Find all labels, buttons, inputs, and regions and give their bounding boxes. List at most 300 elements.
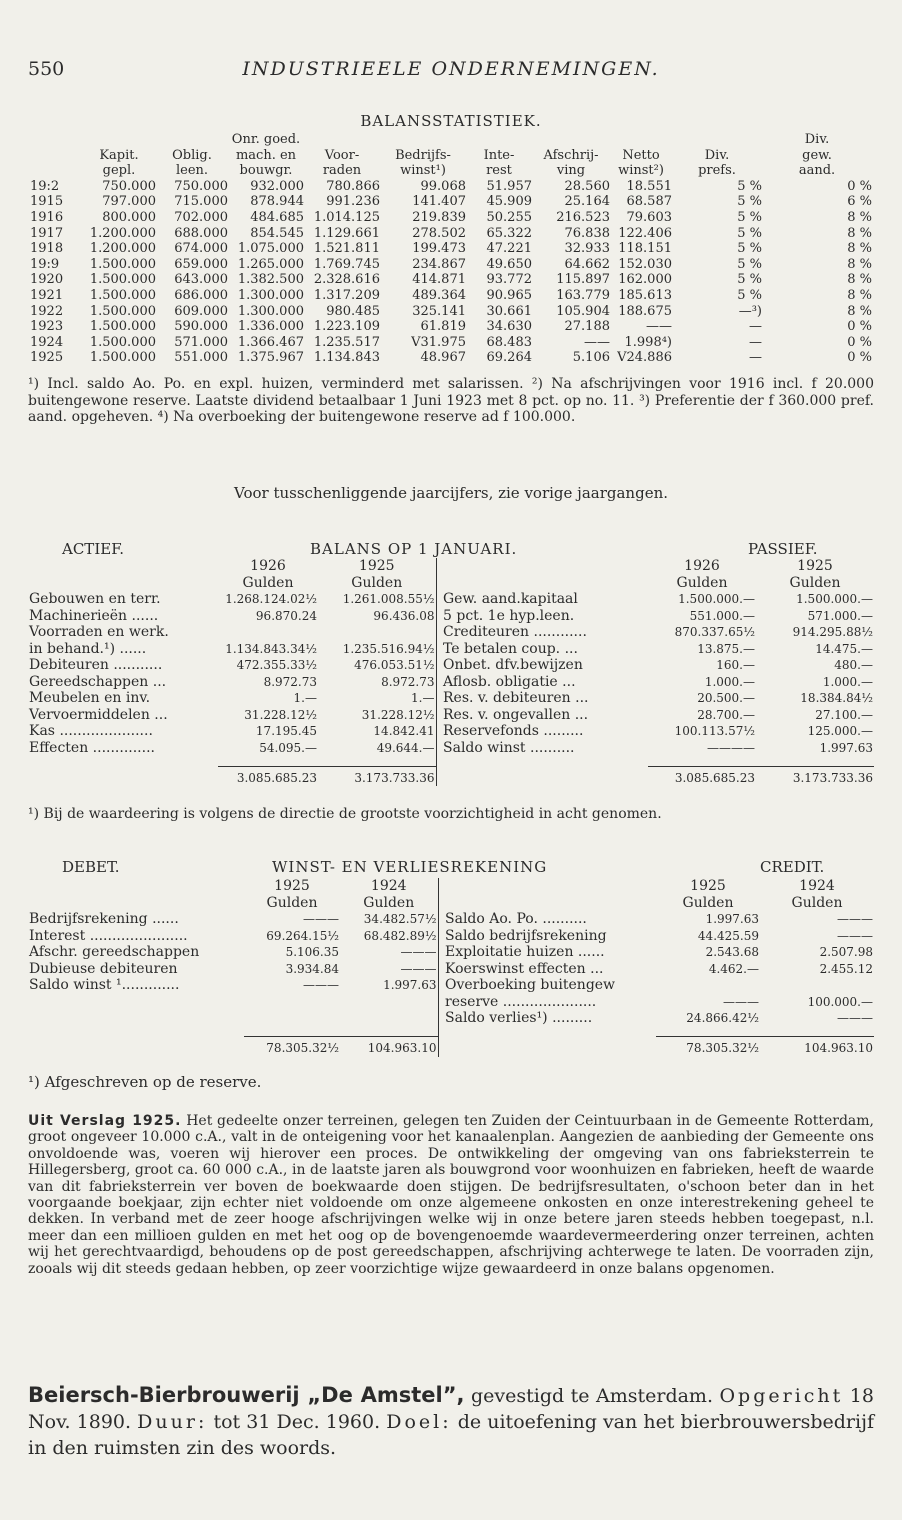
stats-value-cell: 8 % bbox=[847, 241, 872, 257]
balance-left-value: 472.355.33½ bbox=[236, 658, 317, 672]
stats-header-cell: raden bbox=[322, 163, 362, 179]
stats-year-cell: 19:2 bbox=[30, 178, 60, 194]
stats-value-cell: 25.164 bbox=[564, 194, 610, 210]
balance-unit: Gulden bbox=[789, 574, 841, 591]
page-header bbox=[28, 58, 874, 82]
stats-value-cell: V24.886 bbox=[617, 350, 672, 366]
balance-row bbox=[28, 608, 874, 625]
stats-header-cell: prefs. bbox=[698, 163, 736, 179]
balance-right-label: Crediteuren ............ bbox=[443, 624, 587, 640]
stats-title: BALANSSTATISTIEK. bbox=[360, 112, 542, 130]
balance-row bbox=[28, 707, 874, 724]
balance-left-value: 1.— bbox=[411, 691, 435, 705]
stats-row bbox=[30, 210, 872, 226]
stats-row bbox=[30, 350, 872, 366]
stats-value-cell: — bbox=[749, 319, 762, 335]
stats-header-cell: bouwgr. bbox=[239, 163, 293, 179]
balance-footnote: ¹) Bij de waardeering is volgens de directie de grootste voorzichtigheid in acht genomen. bbox=[28, 806, 662, 822]
balance-spacer bbox=[648, 756, 756, 766]
pl-left-value: ——— bbox=[303, 978, 339, 992]
pl-year: 1925 bbox=[274, 878, 310, 894]
pl-right-value: ——— bbox=[837, 928, 873, 943]
pl-spacer bbox=[28, 878, 244, 895]
stats-value-cell: 90.965 bbox=[486, 287, 532, 303]
stats-row bbox=[30, 288, 872, 304]
balance-right-value: 1.500.000.— bbox=[678, 592, 755, 606]
stats-value-cell: 51.957 bbox=[486, 178, 532, 194]
stats-value-cell: 8 % bbox=[847, 256, 872, 272]
pl-spacer bbox=[28, 895, 244, 912]
balance-left-value: 17.195.45 bbox=[255, 724, 317, 738]
pl-row bbox=[28, 977, 874, 994]
stats-value-cell: 5 % bbox=[737, 241, 762, 257]
balance-row bbox=[28, 740, 874, 757]
stats-value-cell: 484.685 bbox=[250, 209, 304, 225]
stats-row bbox=[30, 304, 872, 320]
balance-spacer bbox=[28, 575, 218, 592]
stats-value-cell: 1.336.000 bbox=[237, 319, 304, 335]
stats-header-cell bbox=[672, 132, 762, 148]
stats-value-cell: 79.603 bbox=[626, 209, 672, 225]
stats-value-cell: 5 % bbox=[737, 287, 762, 303]
balance-right-value: 20.500.— bbox=[697, 691, 755, 705]
pl-totals-row bbox=[28, 1037, 874, 1057]
stats-value-cell: 163.779 bbox=[556, 287, 610, 303]
stats-header-cell: leen. bbox=[175, 163, 209, 179]
balance-left-value: 14.842.41 bbox=[373, 724, 435, 738]
annual-report-paragraph bbox=[28, 1113, 874, 1277]
pl-row bbox=[28, 1010, 874, 1027]
balance-left-value: 1.268.124.02½ bbox=[225, 592, 317, 606]
stats-value-cell: 1.769.745 bbox=[313, 256, 380, 272]
stats-value-cell: 5 % bbox=[737, 194, 762, 210]
pl-left-value: 68.482.89½ bbox=[363, 928, 437, 943]
balance-year: 1925 bbox=[358, 558, 395, 574]
stats-value-cell: 780.866 bbox=[326, 178, 380, 194]
pl-row bbox=[28, 994, 874, 1011]
company-entry bbox=[28, 1382, 874, 1461]
duur-label: Duur: bbox=[137, 1411, 208, 1433]
stats-value-cell: 65.322 bbox=[486, 225, 532, 241]
stats-year-cell: 1924 bbox=[30, 334, 64, 350]
balance-unit: Gulden bbox=[242, 574, 294, 591]
balance-left-value bbox=[318, 624, 436, 641]
stats-header-cell bbox=[532, 132, 610, 148]
pl-year: 1924 bbox=[370, 878, 407, 894]
pl-right-label: Saldo Ao. Po. .......... bbox=[445, 911, 587, 927]
stats-value-cell: 8 % bbox=[847, 287, 872, 303]
stats-value-cell: 2.328.616 bbox=[313, 272, 380, 288]
stats-value-cell: 1.200.000 bbox=[89, 225, 156, 241]
stats-value-cell: 1.200.000 bbox=[89, 241, 156, 257]
stats-value-cell: 1.382.500 bbox=[237, 272, 304, 288]
stats-value-cell: 1.265.000 bbox=[237, 256, 304, 272]
pl-unit: Gulden bbox=[363, 894, 415, 911]
balance-left-value: 1.— bbox=[293, 691, 317, 705]
pl-right-label: Saldo verlies¹) ......... bbox=[445, 1010, 593, 1026]
stats-value-cell: 1.235.517 bbox=[313, 334, 380, 350]
stats-header-cell: Netto bbox=[622, 147, 660, 163]
balance-left-value: 8.972.73 bbox=[263, 674, 317, 689]
pl-right-value: 4.462.— bbox=[708, 961, 759, 976]
pl-left-value: 5.106.35 bbox=[285, 945, 339, 959]
stats-header-cell bbox=[380, 132, 466, 148]
balance-left-label: Gebouwen en terr. bbox=[29, 591, 161, 607]
stats-value-cell: — bbox=[749, 350, 762, 366]
pl-spacer bbox=[444, 878, 656, 895]
balance-spacer bbox=[28, 766, 218, 786]
stats-value-cell: 5.106 bbox=[572, 350, 610, 366]
stats-year-cell: 1920 bbox=[30, 272, 64, 288]
balance-spacer bbox=[28, 558, 218, 575]
stats-value-cell: 551.000 bbox=[174, 350, 228, 366]
stats-value-cell: 5 % bbox=[737, 225, 762, 241]
balance-row bbox=[28, 657, 874, 674]
balance-left-value: 31.228.12½ bbox=[244, 707, 317, 722]
actief-label: ACTIEF. bbox=[62, 540, 125, 558]
pl-left-value bbox=[340, 1010, 438, 1027]
balance-right-value: ———— bbox=[707, 740, 755, 755]
stats-value-cell: 1.300.000 bbox=[237, 303, 304, 319]
stats-value-cell: 162.000 bbox=[618, 272, 672, 288]
stats-value-cell: 199.473 bbox=[412, 241, 466, 257]
balance-left-value: 31.228.12½ bbox=[361, 707, 435, 722]
stats-value-cell: 1.129.661 bbox=[313, 225, 380, 241]
balance-right-value: 1.000.— bbox=[822, 674, 873, 689]
balance-right-label: Res. v. debiteuren ... bbox=[443, 690, 589, 706]
balance-right-label: Gew. aand.kapitaal bbox=[443, 591, 578, 607]
pl-left-label: Interest ...................... bbox=[29, 927, 188, 944]
stats-value-cell: V31.975 bbox=[411, 334, 466, 350]
stats-value-cell: 643.000 bbox=[174, 272, 228, 288]
stats-value-cell: 571.000 bbox=[174, 334, 228, 350]
stats-value-cell: 93.772 bbox=[486, 272, 532, 288]
opgericht-label: Opgericht bbox=[719, 1385, 844, 1407]
balance-totals-row bbox=[28, 766, 874, 786]
report-text: Het gedeelte onzer terreinen, gelegen ten Zuiden der Ceintuurbaan in de Gemeente Rotterdam, groot ongeveer 10.000 c.A., valt in de onteigening voor het kanaalenplan. Aangezien de aanbieding der Gemeente ons onvoldoende was, voeren wij hierover een proces. De ontwikkeling der omgeving van ons fabrieksterrein te Hillegersberg, groot ca. 60 000 c.A., in de laatste jaren als bouwgrond voor woonhuizen en fabrieken, heeft de waarde van dit fabrieksterrein ver boven de boekwaarde doen stijgen. De bedrijfsresultaten, o'schoon beter dan in het voorgaande boekjaar, zijn echter niet voldoende om onze algemeene onkosten en onze interestrekening geheel te dekken. In verband met de zeer hooge afschrijvingen welke wij in onze betere jaren steeds hebben toegepast, n.l. meer dan een millioen gulden en met het oog op de bovengenoemde waardevermeerdering onzer terreinen, achten wij het gerechtvaardigd, behoudens op de post gereedschappen, afschrijving achterwege te laten. De voorraden zijn, zooals wij dit steeds gedaan hebben, op zeer voorzichtige wijze gewaardeerd in onze balans opgenomen. bbox=[28, 1113, 874, 1277]
pl-spacer bbox=[340, 1027, 438, 1037]
stats-year-cell: 1916 bbox=[30, 209, 64, 225]
stats-row bbox=[30, 241, 872, 257]
stats-value-cell: 8 % bbox=[847, 272, 872, 288]
balance-left-label: Effecten .............. bbox=[29, 739, 155, 756]
stats-value-cell: 6 % bbox=[847, 194, 872, 210]
stats-header-cell bbox=[82, 132, 156, 148]
stats-value-cell: 750.000 bbox=[174, 178, 228, 194]
stats-header-cell bbox=[304, 132, 380, 148]
stats-value-cell: 688.000 bbox=[174, 225, 228, 241]
pl-right-value: 2.507.98 bbox=[819, 945, 873, 959]
balance-left-label: in behand.¹) ...... bbox=[29, 640, 147, 657]
pl-left-value: ——— bbox=[303, 912, 339, 926]
balance-right-label: 5 pct. 1e hyp.leen. bbox=[443, 607, 575, 624]
pl-right-value: ——— bbox=[837, 912, 873, 926]
pl-left-label: Afschr. gereedschappen bbox=[29, 944, 200, 960]
pl-right-label: Overboeking buitengew bbox=[445, 977, 616, 993]
balance-right-value: 125.000.— bbox=[807, 724, 873, 738]
stats-value-cell: 234.867 bbox=[412, 256, 466, 272]
stats-value-cell: 1.300.000 bbox=[237, 287, 304, 303]
stats-value-cell: 659.000 bbox=[174, 256, 228, 272]
stats-value-cell: 32.933 bbox=[564, 241, 610, 257]
pl-left-label: Bedrijfsrekening ...... bbox=[29, 911, 179, 927]
pl-left-value: 34.482.57½ bbox=[363, 912, 437, 926]
stats-row bbox=[30, 319, 872, 335]
stats-value-cell: 1.500.000 bbox=[89, 319, 156, 335]
stats-value-cell: 118.151 bbox=[618, 241, 672, 257]
balance-spacer bbox=[756, 756, 874, 766]
stats-value-cell: 69.264 bbox=[486, 350, 532, 366]
balance-spacer bbox=[442, 766, 648, 786]
stats-value-cell: 0 % bbox=[847, 350, 872, 366]
stats-value-cell: 1.500.000 bbox=[89, 287, 156, 303]
stats-value-cell: 878.944 bbox=[250, 194, 304, 210]
stats-value-cell: 1.521.811 bbox=[313, 241, 380, 257]
stats-header-cell: mach. en bbox=[235, 147, 297, 163]
balance-year: 1926 bbox=[684, 558, 720, 574]
stats-value-cell: 8 % bbox=[847, 303, 872, 319]
balance-row bbox=[28, 674, 874, 691]
stats-value-cell: 8 % bbox=[847, 225, 872, 241]
balance-unit: Gulden bbox=[351, 574, 403, 591]
balance-right-value: 571.000.— bbox=[807, 608, 873, 623]
report-lead: Uit Verslag 1925. bbox=[28, 1113, 182, 1129]
pl-left-value: 1.997.63 bbox=[383, 978, 437, 992]
stats-value-cell: 5 % bbox=[737, 209, 762, 225]
stats-value-cell: 609.000 bbox=[174, 303, 228, 319]
balance-spacer bbox=[442, 575, 648, 592]
stats-value-cell: 18.551 bbox=[626, 178, 672, 194]
stats-value-cell: 414.871 bbox=[412, 272, 466, 288]
stats-header-cell: gepl. bbox=[102, 163, 136, 179]
pl-right-label: reserve ..................... bbox=[445, 993, 597, 1010]
stats-value-cell: 489.364 bbox=[412, 287, 466, 303]
pl-right-label: Saldo bedrijfsrekening bbox=[445, 927, 607, 944]
balance-right-value: 28.700.— bbox=[697, 707, 755, 722]
opgericht-value: 18 Nov. 1890. bbox=[28, 1385, 874, 1433]
balance-left-label: Machinerieën ...... bbox=[29, 607, 159, 624]
stats-value-cell: 152.030 bbox=[618, 256, 672, 272]
stats-value-cell: 1.500.000 bbox=[89, 272, 156, 288]
stats-value-cell: 1.500.000 bbox=[89, 350, 156, 366]
stats-header-cell: winst²) bbox=[618, 163, 664, 179]
stats-header-cell: Bedrijfs- bbox=[395, 147, 451, 163]
stats-value-cell: 932.000 bbox=[250, 178, 304, 194]
balance-spacer bbox=[442, 558, 648, 575]
company-seat: gevestigd te Amsterdam. bbox=[470, 1385, 713, 1407]
balance-statistics-table bbox=[30, 132, 872, 366]
page-title: INDUSTRIEELE ONDERNEMINGEN. bbox=[242, 58, 660, 80]
stats-value-cell: 325.141 bbox=[412, 303, 466, 319]
stats-value-cell: 750.000 bbox=[102, 178, 156, 194]
stats-value-cell: 141.407 bbox=[412, 194, 466, 210]
balance-row bbox=[28, 641, 874, 658]
stats-value-cell: 47.221 bbox=[486, 241, 532, 257]
pl-right-label: Koerswinst effecten ... bbox=[445, 960, 604, 977]
stats-header-cell: Oblig. bbox=[172, 147, 212, 163]
balance-left-value: 1.134.843.34½ bbox=[225, 641, 317, 656]
balance-right-label: Te betalen coup. ... bbox=[443, 640, 578, 657]
stats-year-cell: 1922 bbox=[30, 303, 64, 319]
stats-value-cell: 64.662 bbox=[564, 256, 610, 272]
balance-right-value: 870.337.65½ bbox=[674, 625, 755, 639]
balance-left-label: Meubelen en inv. bbox=[29, 690, 151, 706]
stats-value-cell: 1.317.209 bbox=[313, 287, 380, 303]
stats-header-cell bbox=[610, 132, 672, 148]
stats-value-cell: 50.255 bbox=[486, 209, 532, 225]
stats-header-cell: Kapit. bbox=[99, 147, 139, 163]
balance-unit-row bbox=[28, 575, 874, 592]
credit-label: CREDIT. bbox=[760, 858, 825, 876]
balance-total: 3.173.733.36 bbox=[756, 766, 874, 786]
stats-value-cell: 188.675 bbox=[618, 303, 672, 319]
pl-spacer bbox=[244, 1027, 340, 1037]
balance-right-value: 1.500.000.— bbox=[796, 592, 873, 606]
stats-header-spacer bbox=[30, 132, 82, 148]
stats-header-cell: rest bbox=[486, 163, 512, 179]
stats-value-cell: 219.839 bbox=[412, 209, 466, 225]
pl-right-value: ——— bbox=[723, 994, 759, 1009]
stats-header-cell: Inte- bbox=[483, 147, 515, 163]
stats-value-cell: —— bbox=[584, 334, 610, 350]
pl-right-value: ——— bbox=[837, 1011, 873, 1025]
balance-total: 3.085.685.23 bbox=[648, 766, 756, 786]
pl-left-label bbox=[28, 1010, 244, 1027]
stats-value-cell: 1.014.125 bbox=[313, 209, 380, 225]
pl-spacer bbox=[28, 1037, 244, 1057]
stats-value-cell: 1.223.109 bbox=[313, 319, 380, 335]
balance-left-value bbox=[218, 624, 318, 641]
pl-spacer bbox=[444, 1037, 656, 1057]
stats-value-cell: —³) bbox=[738, 303, 762, 319]
pl-left-label bbox=[28, 994, 244, 1011]
duur-value: tot 31 Dec. 1960. bbox=[213, 1411, 381, 1433]
stats-value-cell: 1.500.000 bbox=[89, 334, 156, 350]
pl-unit: Gulden bbox=[682, 894, 734, 911]
stats-value-cell: 991.236 bbox=[326, 194, 380, 210]
balance-left-value: 49.644.— bbox=[376, 740, 435, 755]
pl-row bbox=[28, 928, 874, 945]
balance-total: 3.173.733.36 bbox=[318, 766, 436, 786]
stats-note: Voor tusschenliggende jaarcijfers, zie vorige jaargangen. bbox=[234, 484, 668, 502]
stats-value-cell: 686.000 bbox=[174, 287, 228, 303]
balance-left-value: 8.972.73 bbox=[381, 674, 435, 689]
pl-spacer bbox=[760, 1027, 874, 1037]
pl-year: 1925 bbox=[690, 878, 726, 894]
pl-right-value: 44.425.59 bbox=[697, 928, 759, 943]
balance-right-value: 27.100.— bbox=[815, 707, 873, 722]
stats-header-cell: Afschrij- bbox=[543, 147, 599, 163]
stats-year-cell: 1923 bbox=[30, 319, 64, 335]
pl-total: 104.963.10 bbox=[340, 1037, 438, 1057]
doel-label: Doel: bbox=[386, 1411, 452, 1433]
passief-label: PASSIEF. bbox=[748, 540, 818, 558]
doel-value: de uitoefening van het bierbrouwersbedrijf in den ruimsten zin des woords. bbox=[28, 1411, 875, 1459]
balance-row bbox=[28, 624, 874, 641]
balance-right-value: 14.475.— bbox=[815, 641, 873, 656]
profit-loss-table bbox=[28, 878, 874, 1057]
balance-left-label: Kas ..................... bbox=[29, 723, 153, 739]
balance-spacer bbox=[318, 756, 436, 766]
balance-left-value: 1.261.008.55½ bbox=[342, 592, 435, 606]
balance-spacer bbox=[218, 756, 318, 766]
pl-row bbox=[28, 944, 874, 961]
pl-right-value: 100.000.— bbox=[807, 994, 873, 1009]
stats-value-cell: 185.613 bbox=[618, 287, 672, 303]
balance-spacer bbox=[28, 756, 218, 766]
stats-value-cell: 48.967 bbox=[420, 350, 466, 366]
balance-spacer bbox=[442, 756, 648, 766]
pl-right-label: Exploitatie huizen ...... bbox=[445, 944, 605, 960]
stats-value-cell: 278.502 bbox=[412, 225, 466, 241]
pl-right-value: 1.997.63 bbox=[705, 912, 759, 926]
pl-year-row bbox=[28, 878, 874, 895]
stats-value-cell: 1.134.843 bbox=[313, 350, 380, 366]
stats-value-cell: 45.909 bbox=[486, 194, 532, 210]
balance-unit: Gulden bbox=[676, 574, 728, 591]
stats-value-cell: 61.819 bbox=[420, 319, 466, 335]
stats-year-cell: 1915 bbox=[30, 194, 64, 210]
stats-value-cell: 800.000 bbox=[102, 209, 156, 225]
stats-value-cell: 105.904 bbox=[556, 303, 610, 319]
stats-row bbox=[30, 226, 872, 242]
stats-value-cell: 49.650 bbox=[486, 256, 532, 272]
pl-unit-row bbox=[28, 895, 874, 912]
balance-year-row bbox=[28, 558, 874, 575]
pl-right-value bbox=[760, 977, 874, 994]
balance-left-value: 54.095.— bbox=[259, 740, 317, 755]
balance-title: BALANS OP 1 JANUARI. bbox=[310, 540, 518, 558]
stats-value-cell: 702.000 bbox=[174, 209, 228, 225]
stats-header-row bbox=[30, 132, 872, 148]
balance-right-label: Aflosb. obligatie ... bbox=[443, 673, 576, 690]
stats-value-cell: 1.500.000 bbox=[89, 256, 156, 272]
balance-left-value: 1.235.516.94½ bbox=[342, 641, 435, 656]
balance-right-value: 1.997.63 bbox=[819, 740, 873, 755]
balance-left-value: 96.870.24 bbox=[255, 608, 317, 623]
balance-right-value: 1.000.— bbox=[704, 674, 755, 689]
pl-left-value: ——— bbox=[400, 945, 437, 959]
balance-row bbox=[28, 690, 874, 707]
balance-spacer-row bbox=[28, 756, 874, 766]
stats-value-cell: 797.000 bbox=[102, 194, 156, 210]
pl-right-value bbox=[656, 977, 760, 994]
balance-year: 1926 bbox=[250, 558, 286, 574]
stats-value-cell: 1.366.467 bbox=[237, 334, 304, 350]
stats-row bbox=[30, 179, 872, 195]
pl-right-value: 24.866.42½ bbox=[686, 1011, 759, 1025]
pl-spacer-row bbox=[28, 1027, 874, 1037]
pl-spacer bbox=[444, 895, 656, 912]
pl-left-value: 3.934.84 bbox=[285, 961, 339, 976]
pl-left-label: Dubieuse debiteuren bbox=[29, 960, 178, 977]
stats-value-cell: 8 % bbox=[847, 209, 872, 225]
stats-header-cell: aand. bbox=[798, 163, 836, 179]
stats-value-cell: 1.500.000 bbox=[89, 303, 156, 319]
balance-row bbox=[28, 591, 874, 608]
pl-spacer bbox=[656, 1027, 760, 1037]
stats-value-cell: 68.483 bbox=[486, 334, 532, 350]
balance-right-value: 914.295.88½ bbox=[792, 625, 873, 639]
stats-header-spacer bbox=[30, 148, 82, 164]
stats-value-cell: 674.000 bbox=[174, 241, 228, 257]
debet-label: DEBET. bbox=[62, 858, 120, 876]
stats-value-cell: 0 % bbox=[847, 178, 872, 194]
balance-row bbox=[28, 723, 874, 740]
balance-right-value: 160.— bbox=[716, 658, 755, 672]
stats-header-cell: gew. bbox=[802, 147, 832, 163]
stats-value-cell: 30.661 bbox=[486, 303, 532, 319]
